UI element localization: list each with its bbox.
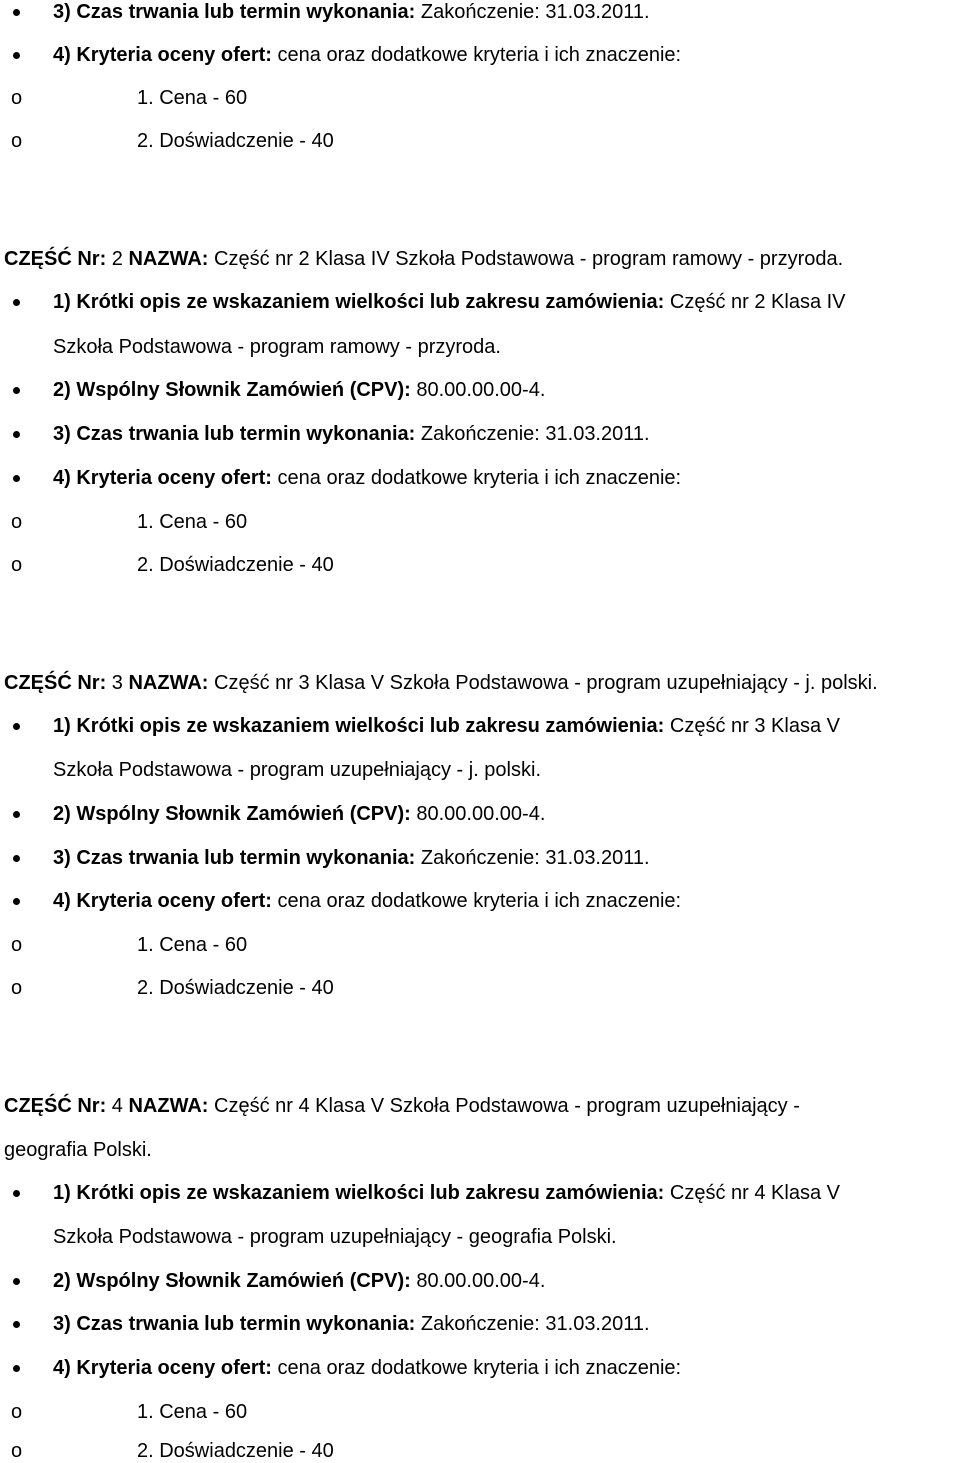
circle-bullet-icon: o <box>11 87 23 109</box>
item-label: 4) Kryteria oceny ofert: <box>53 1357 272 1379</box>
item-value: Część nr 2 Klasa IV <box>669 291 846 313</box>
circle-bullet-icon: o <box>11 934 23 956</box>
item-label: 2) Wspólny Słownik Zamówień (CPV): <box>53 1270 411 1292</box>
item-value: cena oraz dodatkowe kryteria i ich znaczenie: <box>277 890 682 912</box>
circle-bullet-icon: o <box>11 554 23 576</box>
part-name: Część nr 3 Klasa V Szkoła Podstawowa - program uzupełniający - j. polski. <box>214 672 878 694</box>
part-nr-label: CZĘŚĆ Nr: <box>4 1095 107 1117</box>
item-value: 80.00.00.00-4. <box>416 803 546 825</box>
item-value: cena oraz dodatkowe kryteria i ich znaczenie: <box>277 1357 682 1379</box>
item-value: Zakończenie: 31.03.2011. <box>420 1313 650 1335</box>
bullet-icon <box>13 299 20 306</box>
bullet-icon <box>13 1190 20 1197</box>
item-value: Zakończenie: 31.03.2011. <box>420 1 650 23</box>
part-nr: 4 <box>111 1095 123 1117</box>
part-name: Część nr 4 Klasa V Szkoła Podstawowa - program uzupełniający - <box>214 1095 800 1117</box>
item-continuation: Szkoła Podstawowa - program ramowy - przyroda. <box>53 336 501 358</box>
item-value: cena oraz dodatkowe kryteria i ich znaczenie: <box>277 467 682 489</box>
criterion-text: 1. Cena - 60 <box>137 934 248 956</box>
part-nr: 3 <box>111 672 123 694</box>
item-value: Część nr 4 Klasa V <box>669 1182 840 1204</box>
item-value: Zakończenie: 31.03.2011. <box>420 423 650 445</box>
part-nr: 2 <box>111 248 123 270</box>
bullet-icon <box>13 723 20 730</box>
bullet-icon <box>13 9 20 16</box>
item-value: Zakończenie: 31.03.2011. <box>420 847 650 869</box>
item-label: 1) Krótki opis ze wskazaniem wielkości lub zakresu zamówienia: <box>53 291 665 313</box>
bullet-icon <box>13 1365 20 1372</box>
bullet-icon <box>13 855 20 862</box>
circle-bullet-icon: o <box>11 130 23 152</box>
bullet-icon <box>13 475 20 482</box>
part-nr-label: CZĘŚĆ Nr: <box>4 248 107 270</box>
item-label: 3) Czas trwania lub termin wykonania: <box>53 1313 416 1335</box>
item-label: 3) Czas trwania lub termin wykonania: <box>53 1 416 23</box>
criterion-text: 1. Cena - 60 <box>137 1401 248 1423</box>
item-label: 4) Kryteria oceny ofert: <box>53 890 272 912</box>
part-name: Część nr 2 Klasa IV Szkoła Podstawowa - program ramowy - przyroda. <box>214 248 844 270</box>
bullet-icon <box>13 431 20 438</box>
bullet-icon <box>13 1278 20 1285</box>
bullet-icon <box>13 811 20 818</box>
item-label: 4) Kryteria oceny ofert: <box>53 44 272 66</box>
circle-bullet-icon: o <box>11 977 23 999</box>
bullet-icon <box>13 52 20 59</box>
circle-bullet-icon: o <box>11 1401 23 1423</box>
part-name-label: NAZWA: <box>128 672 209 694</box>
bullet-icon <box>13 387 20 394</box>
item-value: Część nr 3 Klasa V <box>669 715 840 737</box>
part-name-label: NAZWA: <box>128 248 209 270</box>
criterion-text: 1. Cena - 60 <box>137 511 248 533</box>
item-value: 80.00.00.00-4. <box>416 379 546 401</box>
circle-bullet-icon: o <box>11 511 23 533</box>
item-label: 3) Czas trwania lub termin wykonania: <box>53 423 416 445</box>
item-continuation: Szkoła Podstawowa - program uzupełniający - geografia Polski. <box>53 1226 617 1248</box>
item-value: 80.00.00.00-4. <box>416 1270 546 1292</box>
criterion-text: 1. Cena - 60 <box>137 87 248 109</box>
item-label: 4) Kryteria oceny ofert: <box>53 467 272 489</box>
criterion-text: 2. Doświadczenie - 40 <box>137 554 334 576</box>
part-name-continuation: geografia Polski. <box>4 1139 152 1161</box>
item-value: cena oraz dodatkowe kryteria i ich znaczenie: <box>277 44 682 66</box>
item-label: 1) Krótki opis ze wskazaniem wielkości lub zakresu zamówienia: <box>53 715 665 737</box>
item-label: 1) Krótki opis ze wskazaniem wielkości lub zakresu zamówienia: <box>53 1182 665 1204</box>
criterion-text: 2. Doświadczenie - 40 <box>137 130 334 152</box>
part-name-label: NAZWA: <box>128 1095 209 1117</box>
circle-bullet-icon: o <box>11 1440 23 1462</box>
item-label: 3) Czas trwania lub termin wykonania: <box>53 847 416 869</box>
item-continuation: Szkoła Podstawowa - program uzupełniający - j. polski. <box>53 759 541 781</box>
criterion-text: 2. Doświadczenie - 40 <box>137 1440 334 1462</box>
item-label: 2) Wspólny Słownik Zamówień (CPV): <box>53 803 411 825</box>
bullet-icon <box>13 898 20 905</box>
part-nr-label: CZĘŚĆ Nr: <box>4 672 107 694</box>
bullet-icon <box>13 1321 20 1328</box>
criterion-text: 2. Doświadczenie - 40 <box>137 977 334 999</box>
item-label: 2) Wspólny Słownik Zamówień (CPV): <box>53 379 411 401</box>
